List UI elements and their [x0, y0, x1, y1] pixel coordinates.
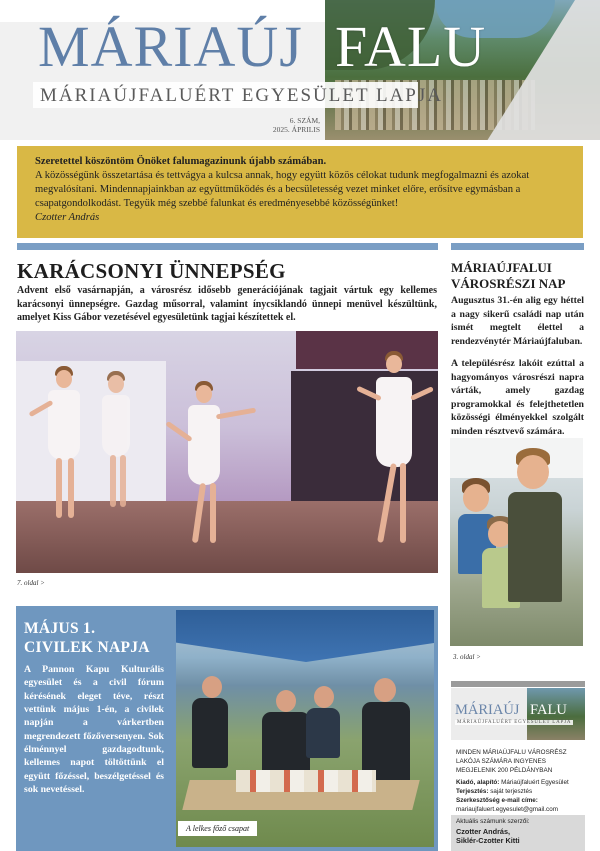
dance-photo: [16, 331, 438, 573]
masthead-title-part1: MÁRIAÚJ: [38, 14, 303, 79]
mini-title-part1: MÁRIAÚJ: [455, 702, 520, 718]
majus-heading: [24, 620, 164, 658]
email-value[interactable]: mariaujfaluert.egyesulet@gmail.com: [456, 805, 558, 813]
impresszum-editors: [451, 815, 585, 851]
photo-stage: [16, 501, 438, 573]
intro-box: [17, 146, 583, 238]
photo-wall: [16, 361, 166, 511]
editors-label: Aktuális számunk szerzői:: [456, 818, 530, 825]
dancer-dress: [102, 395, 130, 457]
dancer-leg: [400, 463, 406, 543]
cook-head: [202, 676, 222, 698]
impresszum-email: [456, 797, 584, 815]
majus-heading-line1: MÁJUS 1.: [24, 620, 96, 637]
cook-head: [374, 678, 396, 702]
mini-subtitle: MÁRIAÚJFALUÉRT EGYESÜLET LAPJA: [457, 720, 572, 725]
photo-table-items: [236, 770, 376, 792]
publisher-value: Máriaújfaluért Egyesület: [501, 778, 569, 786]
issue-number: 6. SZÁM,: [289, 116, 320, 125]
dancer-leg: [120, 455, 126, 507]
karacsony-text: Advent első vasárnapján, a városrész idősebb generációjának tagjait vártuk egy kellemes karácsonyi ünnepségre. Gazdag műsorral, valamint ínycsiklandó ünnepi menüvel készültünk, amelyet Kiss Gábor vezetésével egyesületünk tagjai készítettek el.: [17, 285, 437, 323]
dancer-leg: [110, 455, 116, 507]
dancer-dress: [376, 377, 412, 467]
karacsony-page-ref[interactable]: 7. oldal >: [17, 579, 45, 587]
cook-torso: [192, 698, 228, 768]
section-bar-right: [451, 243, 584, 250]
masthead-title-part2: FALU: [335, 14, 487, 79]
dancer-dress: [48, 390, 80, 460]
dancer-leg: [56, 458, 62, 518]
cook-head: [276, 690, 296, 712]
majus-heading-line2: CIVILEK NAPJA: [24, 638, 150, 656]
varosresz-text-2: A településrész lakóit ezúttal a hagyományos városrészi napra várták, amely gazdag programokkal és felejthetetlen közösségi élményekkel szolgált minden résztvevő számára.: [451, 358, 584, 437]
photo-screen: [296, 331, 438, 369]
intro-lead: Szeretettel köszöntöm Önöket falumagazinunk újabb számában.: [35, 156, 327, 167]
karacsony-heading: KARÁCSONYI ÜNNEPSÉG: [17, 259, 286, 283]
impresszum-publisher: [456, 779, 584, 788]
mini-title-part2: FALU: [530, 702, 567, 718]
intro-signature: Czotter András: [35, 211, 100, 223]
cook-head: [314, 686, 334, 708]
dancer-head: [386, 355, 402, 373]
dancer-head: [56, 370, 72, 388]
editors-line2: Siklér-Czotter Kitti: [456, 836, 520, 846]
cook-torso: [262, 712, 310, 774]
dancer-head: [108, 375, 124, 393]
varosresz-text-1: Augusztus 31.-én alig egy héttel a nagy sikerű családi nap után ismét megtelt élettel a rendezvénytér Máriaújfaluban.: [451, 295, 584, 347]
kid-head: [463, 484, 489, 512]
impresszum-bar: [451, 681, 585, 687]
publisher-label: Kiadó, alapító:: [456, 778, 500, 786]
email-label: Szerkesztőség e-mail címe:: [456, 796, 538, 804]
dancer-arm: [216, 408, 256, 420]
impresszum-distribution: MINDEN MÁRIAÚJFALU VÁROSRÉSZ LAKÓJA SZÁMÁRA INGYENES MEGJELENIK 200 PÉLDÁNYBAN: [456, 749, 567, 774]
section-bar-left: [17, 243, 438, 250]
impresszum-distributor: [456, 788, 584, 797]
kid-shirt: [508, 492, 562, 602]
issue-info: [264, 116, 320, 134]
editors-line1: Czotter András,: [456, 826, 511, 836]
intro-body: A közösségünk összetartása és tettvágya a kulcsa annak, hogy együtt közös célokat tudunk megfogalmazni és azokat megvalósítani. Mindennapjainkban az együttműködés és a becsületesség vezet minket előre, erősítve egymásban a csapatgondolkodást. Tegyük még szebbé falunkat és eredményesebbé közösségünket!: [35, 169, 530, 209]
photo-canopy: [176, 610, 434, 662]
distributor-value: saját terjesztés: [490, 787, 533, 795]
dancer-leg: [210, 483, 216, 543]
varosresz-page-ref[interactable]: 3. oldal >: [453, 653, 481, 661]
masthead-subtitle: MÁRIAÚJFALUÉRT EGYESÜLET LAPJA: [40, 85, 443, 106]
dancer-leg: [68, 458, 74, 518]
dancer-dress: [188, 405, 220, 485]
issue-date: 2025. ÁPRILIS: [272, 125, 320, 134]
kid-head: [517, 455, 549, 489]
varosresz-heading: MÁRIAÚJFALUI VÁROSRÉSZI NAP: [451, 260, 566, 291]
kids-photo: [450, 438, 583, 646]
dancer-head: [196, 385, 212, 403]
impresszum-details: [456, 749, 584, 815]
majus-text: A Pannon Kapu Kulturális egyesület és a civil fórum kérésének eleget téve, részt vettünk május 1-én, a civilek napján a várkertben megrendezett főzőversenyen. Sok élménnyel gazdagodtunk, kellemes napot töltöttünk el együtt főzéssel, beszélgetéssel és sok nevetéssel.: [24, 664, 164, 795]
cooking-photo-caption: A lelkes főző csapat: [178, 821, 257, 836]
cooking-photo: [176, 610, 434, 847]
cook-torso: [306, 708, 340, 758]
distributor-label: Terjesztés:: [456, 787, 489, 795]
